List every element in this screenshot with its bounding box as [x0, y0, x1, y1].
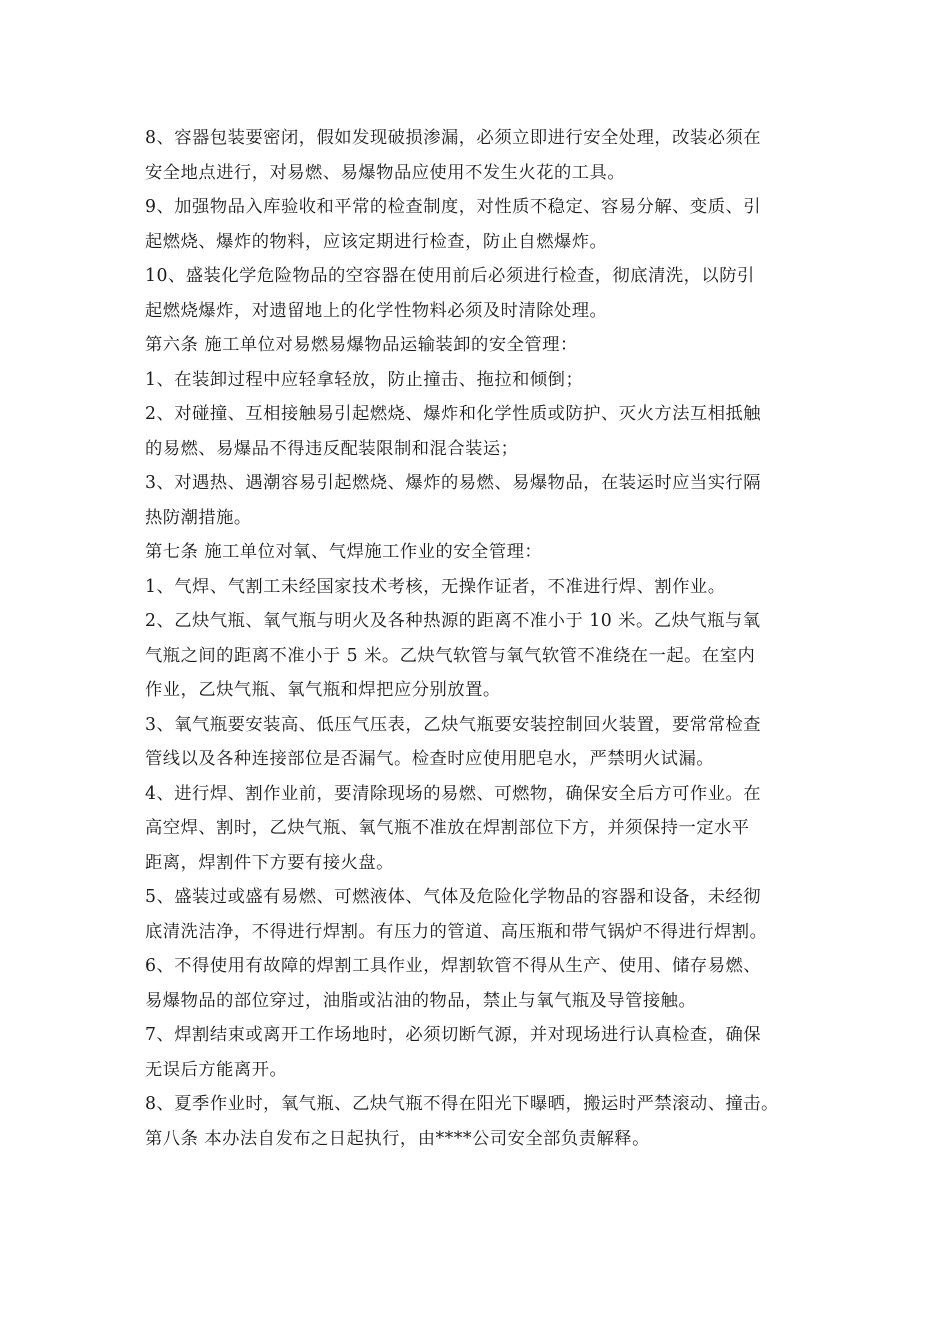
text-line: 起燃烧爆炸，对遗留地上的化学性物料必须及时清除处理。 [145, 300, 608, 321]
text-line: 6、不得使用有故障的焊割工具作业，焊割软管不得从生产、使用、储存易燃、 [145, 956, 762, 976]
text-line: 高空焊、割时，乙炔气瓶、氧气瓶不准放在焊割部位下方，并须保持一定水平 [145, 818, 750, 838]
text-line: 9、加强物品入库验收和平常的检查制度，对性质不稳定、容易分解、变质、引 [145, 197, 762, 217]
text-line: 1、在装卸过程中应轻拿轻放，防止撞击、拖拉和倾倒； [145, 369, 584, 390]
text-line: 3、对遇热、遇潮容易引起燃烧、爆炸的易燃、易爆物品，在装运时应当实行隔 [145, 473, 762, 493]
text-line: 气瓶之间的距离不准小于 5 米。乙炔气软管与氧气软管不准绕在一起。在室内 [145, 645, 756, 666]
text-line: 5、盛装过或盛有易燃、可燃液体、气体及危险化学物品的容器和设备，未经彻 [145, 887, 762, 907]
text-line: 热防潮措施。 [145, 507, 252, 528]
text-line: 1、气焊、气割工未经国家技术考核，无操作证者，不准进行焊、割作业。 [145, 576, 726, 597]
text-line: 8、容器包装要密闭，假如发现破损渗漏，必须立即进行安全处理，改装必须在 [145, 128, 762, 148]
text-line: 2、乙炔气瓶、氧气瓶与明火及各种热源的距离不准小于 10 米。乙炔气瓶与氧 [145, 611, 761, 631]
section-heading: 第七条 施工单位对氧、气焊施工作业的安全管理： [145, 542, 543, 562]
text-line: 管线以及各种连接部位是否漏气。检查时应使用肥皂水，严禁明火试漏。 [145, 749, 715, 769]
text-line: 2、对碰撞、互相接触易引起燃烧、爆炸和化学性质或防护、灭火方法互相抵触 [145, 404, 762, 424]
text-line: 的易燃、易爆品不得违反配装限制和混合装运； [145, 438, 519, 459]
text-line: 底清洗洁净，不得进行焊割。有压力的管道、高压瓶和带气锅炉不得进行焊割。 [145, 921, 768, 942]
text-line: 作业，乙炔气瓶、氧气瓶和焊把应分别放置。 [145, 680, 501, 700]
text-line: 无误后方能离开。 [145, 1059, 288, 1080]
text-line: 7、焊割结束或离开工作场地时，必须切断气源，并对现场进行认真检查，确保 [145, 1025, 762, 1045]
text-line: 距离，焊割件下方要有接火盘。 [145, 852, 394, 873]
text-line: 安全地点进行，对易燃、易爆物品应使用不发生火花的工具。 [145, 162, 626, 183]
document-body [145, 121, 825, 1156]
text-line: 起燃烧、爆炸的物料，应该定期进行检查，防止自燃爆炸。 [145, 231, 608, 252]
text-line: 4、进行焊、割作业前，要清除现场的易燃、可燃物，确保安全后方可作业。在 [145, 783, 762, 804]
section-heading: 第六条 施工单位对易燃易爆物品运输装卸的安全管理： [145, 335, 578, 355]
section-heading: 第八条 本办法自发布之日起执行，由****公司安全部负责解释。 [145, 1128, 650, 1149]
text-line: 8、夏季作业时，氧气瓶、乙炔气瓶不得在阳光下曝晒，搬运时严禁滚动、撞击。 [145, 1094, 779, 1114]
text-line: 易爆物品的部位穿过，油脂或沾油的物品，禁止与氧气瓶及导管接触。 [145, 990, 697, 1011]
text-line: 3、氧气瓶要安装高、低压气压表，乙炔气瓶要安装控制回火装置，要常常检查 [145, 714, 762, 735]
text-line: 10、盛装化学危险物品的空容器在使用前后必须进行检查，彻底清洗，以防引 [145, 266, 755, 286]
